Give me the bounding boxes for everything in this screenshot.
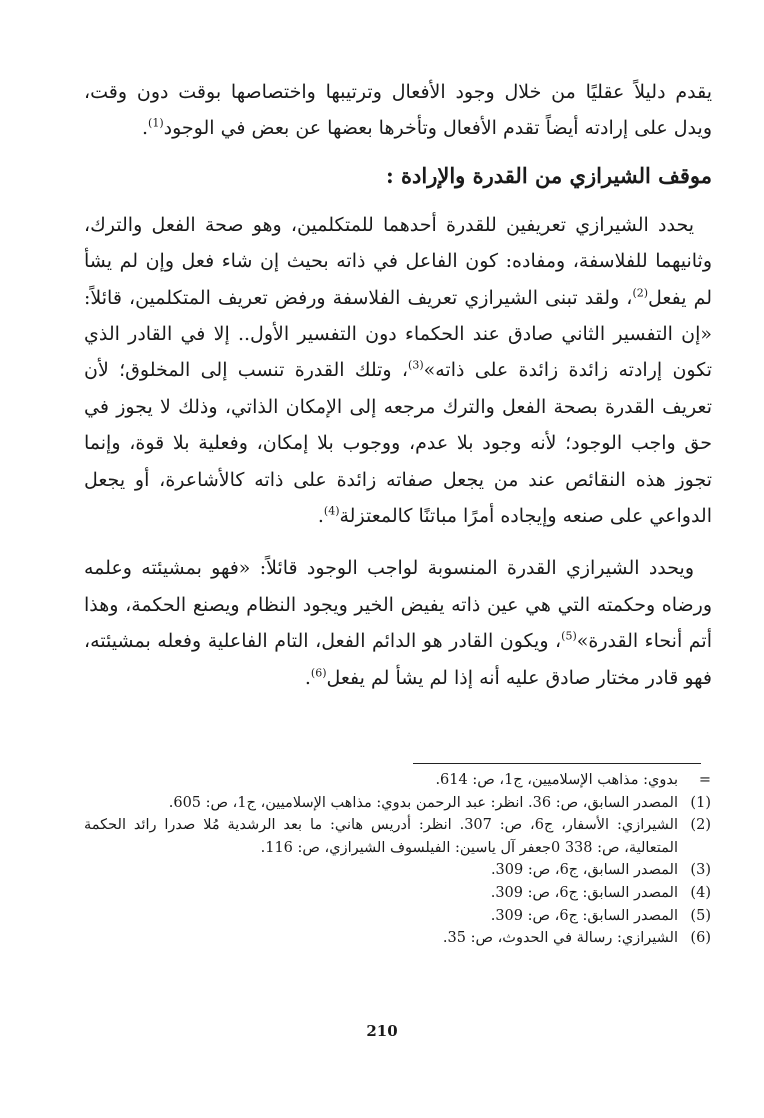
footnote-2	[84, 814, 711, 859]
footnote-text: الشيرازي: رسالة في الحدوث، ص: 35.	[442, 930, 678, 947]
footnote-6	[84, 927, 711, 950]
footnote-text: المصدر السابق: ج6، ص: 309.	[490, 907, 678, 924]
paragraph-text: يحدد الشيرازي تعريفين للقدرة أحدهما للمتكلمين، وهو صحة الفعل والترك، وثانيهما للفلاسفة، ومفاده: كون الفاعل في ذاته بحيث إن شاء فعل وإن لم يشأ لم يفعل	[84, 213, 713, 309]
footnote-5	[84, 905, 711, 928]
paragraph-text: ، ولقد تبنى الشيرازي تعريف الفلاسفة ورفض تعريف المتكلمين، قائلاً: «إن التفسير الثاني صادق عند الحكماء دون التفسير الأول.. إلا في القادر الذي تكون إرادته زائدة زائدة على ذاته»	[84, 286, 712, 382]
paragraph-tail: .	[304, 666, 311, 689]
paragraph-continuation	[84, 74, 712, 147]
footnote-marker: (6)	[690, 930, 711, 947]
page-number: 210	[366, 1022, 398, 1040]
paragraph-necessary-being	[84, 550, 712, 696]
footnote-4	[84, 882, 711, 905]
footnote-text: المصدر السابق، ج6، ص: 309.	[490, 862, 678, 879]
footnote-text: المصدر السابق: ج6، ص: 309.	[490, 884, 678, 901]
footnote-marker: (4)	[690, 884, 711, 901]
footnote-1	[84, 792, 711, 815]
paragraph-text: ويحدد الشيرازي القدرة المنسوبة لواجب الوجود قائلاً: «فهو بمشيئته وعلمه ورضاه وحكمته التي هي عين ذاته يفيض الخير ويجود النظام ويصنع الحكمة، وهذا أتم أنحاء القدرة»	[84, 557, 712, 653]
footnote-text: بدوي: مذاهب الإسلاميين، ج1، ص: 614.	[435, 772, 678, 788]
section-heading: موقف الشيرازي من القدرة والإرادة :	[385, 162, 712, 188]
footnote-ref[interactable]: (1)	[148, 117, 164, 131]
paragraph-tail: .	[317, 505, 324, 528]
footnote-ref[interactable]: (4)	[323, 504, 340, 518]
page-body	[84, 74, 712, 696]
footnote-text: المصدر السابق، ص: 36. انظر: عبد الرحمن بدوي: مذاهب الإسلاميين، ج1، ص: 605.	[168, 794, 678, 811]
footnote-ref[interactable]: (5)	[561, 629, 577, 643]
footnote-marker: (1)	[690, 794, 711, 811]
footnotes-list	[84, 769, 711, 950]
footnote-divider	[413, 763, 701, 764]
paragraph-tail: .	[142, 117, 149, 140]
footnote-continued	[84, 769, 711, 792]
paragraph-text: ، وتلك القدرة تنسب إلى المخلوق؛ لأن تعريف القدرة بصحة الفعل والترك مرجعه إلى الإمكان الذاتي، وذلك لا يجوز في حق واجب الوجود؛ لأنه وجود بلا عدم، ووجوب بلا إمكان، وفعلية بلا قوة، وإنما تجوز هذه النقائص عند من يجعل صفاته زائدة على ذاته كالأشاعرة، أو يجعل الدواعي على صنعه وإيجاده أمرًا مباتنًا كالمعتزلة	[84, 359, 712, 528]
footnote-marker: (5)	[690, 907, 711, 924]
footnote-3	[84, 859, 711, 882]
paragraph-text: ، ويكون القادر هو الدائم الفعل، التام الفاعلية وفعله بمشيئته، فهو قادر مختار صادق عليه أنه إذا لم يشأ لم يفعل	[84, 630, 712, 689]
footnote-ref[interactable]: (2)	[632, 286, 649, 300]
footnote-marker: (3)	[690, 862, 711, 879]
footnote-ref[interactable]: (6)	[310, 666, 327, 680]
footnote-ref[interactable]: (3)	[408, 359, 424, 373]
footnote-text: الشيرازي: الأسفار، ج6، ص: 307. انظر: أدريس هاني: ما بعد الرشدية مُلا صدرا رائد الحكمة المتعالية، ص: 338 0جعفر آل ياسين: الفيلسوف الشيرازي، ص: 116.	[84, 817, 678, 856]
footnote-marker: =	[698, 772, 711, 788]
paragraph-definitions	[84, 207, 712, 535]
paragraph-text: يقدم دليلاً عقليًا من خلال وجود الأفعال وترتيبها واختصاصها بوقت دون وقت، ويدل على إرادته أيضاً تقدم الأفعال وتأخرها بعضها عن بعض في الوجود	[84, 81, 712, 140]
footnote-marker: (2)	[690, 817, 711, 834]
